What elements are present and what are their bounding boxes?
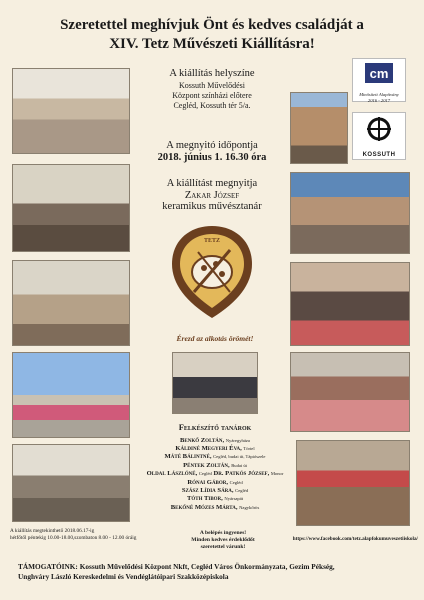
foundation-logo bbox=[352, 58, 406, 102]
free-entry-line-1: A belépés ingyenes! bbox=[199, 530, 247, 536]
event-photo-2 bbox=[290, 262, 410, 346]
event-photo-1 bbox=[290, 172, 410, 254]
kossuth-label: KOSSUTH bbox=[362, 152, 396, 158]
teacher-item: Tóth Tibor, Nyársapát bbox=[186, 495, 244, 503]
venue-name: Kossuth Művelődési bbox=[179, 80, 245, 90]
venue-place: Központ színházi előtere bbox=[172, 90, 252, 100]
teachers-heading: Felkészítő tanárok bbox=[178, 422, 252, 432]
teachers-block bbox=[140, 422, 290, 512]
emblem-label: TETZ bbox=[203, 238, 220, 244]
teacher-item: Szász Lídia Sára, Cegléd bbox=[181, 486, 249, 494]
teacher-item: Bekőné Mózes Márta, Nagykőrös bbox=[170, 503, 260, 511]
opener-block bbox=[142, 178, 282, 213]
teacher-item: Káldiné Megyeri Éva, Törtel bbox=[175, 444, 255, 452]
sponsors-line-2: Unghváry László Kereskedelmi és Vendéglátóipari Szakközépiskola bbox=[18, 572, 229, 581]
exhibition-photo-1 bbox=[12, 68, 130, 154]
opening-datetime: 2018. június 1. 16.30 óra bbox=[157, 151, 267, 163]
opener-heading: A kiállítást megnyitja bbox=[166, 178, 258, 189]
opener-title: keramikus művésztanár bbox=[162, 201, 262, 212]
venue-address: Cegléd, Kossuth tér 5/a. bbox=[173, 100, 251, 110]
teachers-list bbox=[140, 437, 290, 513]
page-title bbox=[0, 16, 424, 54]
emblem-motto: Érezd az alkotás örömét! bbox=[176, 334, 254, 343]
free-entry-line-3: szeretettel várunk! bbox=[200, 544, 246, 550]
church-photo bbox=[290, 92, 348, 164]
event-photo-4 bbox=[296, 440, 410, 526]
title-line-2: XIV. Tetz Művészeti Kiállításra! bbox=[109, 36, 315, 52]
visit-note-line-1: A kiállítás megtekinthető 2018.06.17-ig bbox=[10, 528, 95, 534]
kossuth-logo bbox=[352, 112, 406, 160]
exhibition-photo-5 bbox=[12, 444, 130, 522]
title-line-1: Szeretettel meghívjuk Önt és kedves családját a bbox=[60, 17, 364, 33]
svg-text:cm: cm bbox=[369, 66, 389, 81]
opener-name: Zakar József bbox=[184, 189, 240, 201]
sponsors-block bbox=[18, 562, 418, 582]
opening-block bbox=[142, 140, 282, 163]
free-entry-note bbox=[176, 530, 270, 551]
free-entry-line-2: Minden kedves érdeklődőt bbox=[191, 537, 255, 543]
sponsors-label: TÁMOGATÓINK: bbox=[18, 562, 78, 571]
visit-note-line-2: hétfőtől péntekig 10.00-18.00,szombaton 8.00 - 12.00 óráig bbox=[10, 534, 137, 541]
teacher-item: Máté Bálintné, Cegléd, budai út, Tápiószele bbox=[164, 453, 266, 461]
opening-heading: A megnyitó időpontja bbox=[166, 140, 258, 151]
teacher-item: Péntek Zoltán, Budai út bbox=[183, 461, 247, 469]
facebook-link[interactable]: https://www.facebook.com/tetz.alapfokumuveszetiiskola/ bbox=[292, 536, 418, 542]
venue-heading: A kiállítás helyszíne bbox=[169, 68, 255, 79]
teacher-item: Benkő Zoltán, Nyáregyháza bbox=[180, 436, 250, 444]
tetz-emblem bbox=[164, 222, 260, 334]
event-photo-5 bbox=[172, 352, 258, 414]
teacher-item: Oldal Lászlóné, Cegléd Dr. Patkós József, Monor bbox=[146, 470, 284, 478]
exhibition-photo-2 bbox=[12, 164, 130, 252]
event-photo-3 bbox=[290, 352, 410, 432]
kossuth-emblem-icon bbox=[353, 113, 405, 147]
teacher-item: Rónai Gábor, Cegléd bbox=[187, 478, 243, 486]
venue-block bbox=[142, 68, 282, 111]
visit-note bbox=[10, 528, 170, 542]
foundation-caption: Minősített Alapítvány 2016 - 2017 bbox=[359, 92, 399, 103]
sponsors-line-1: Kossuth Művelődési Központ Nkft, Cegléd Város Önkormányzata, Gezim Pékség, bbox=[79, 562, 335, 571]
exhibition-photo-3 bbox=[12, 260, 130, 346]
exhibition-photo-4 bbox=[12, 352, 130, 438]
foundation-emblem-icon bbox=[353, 59, 405, 87]
